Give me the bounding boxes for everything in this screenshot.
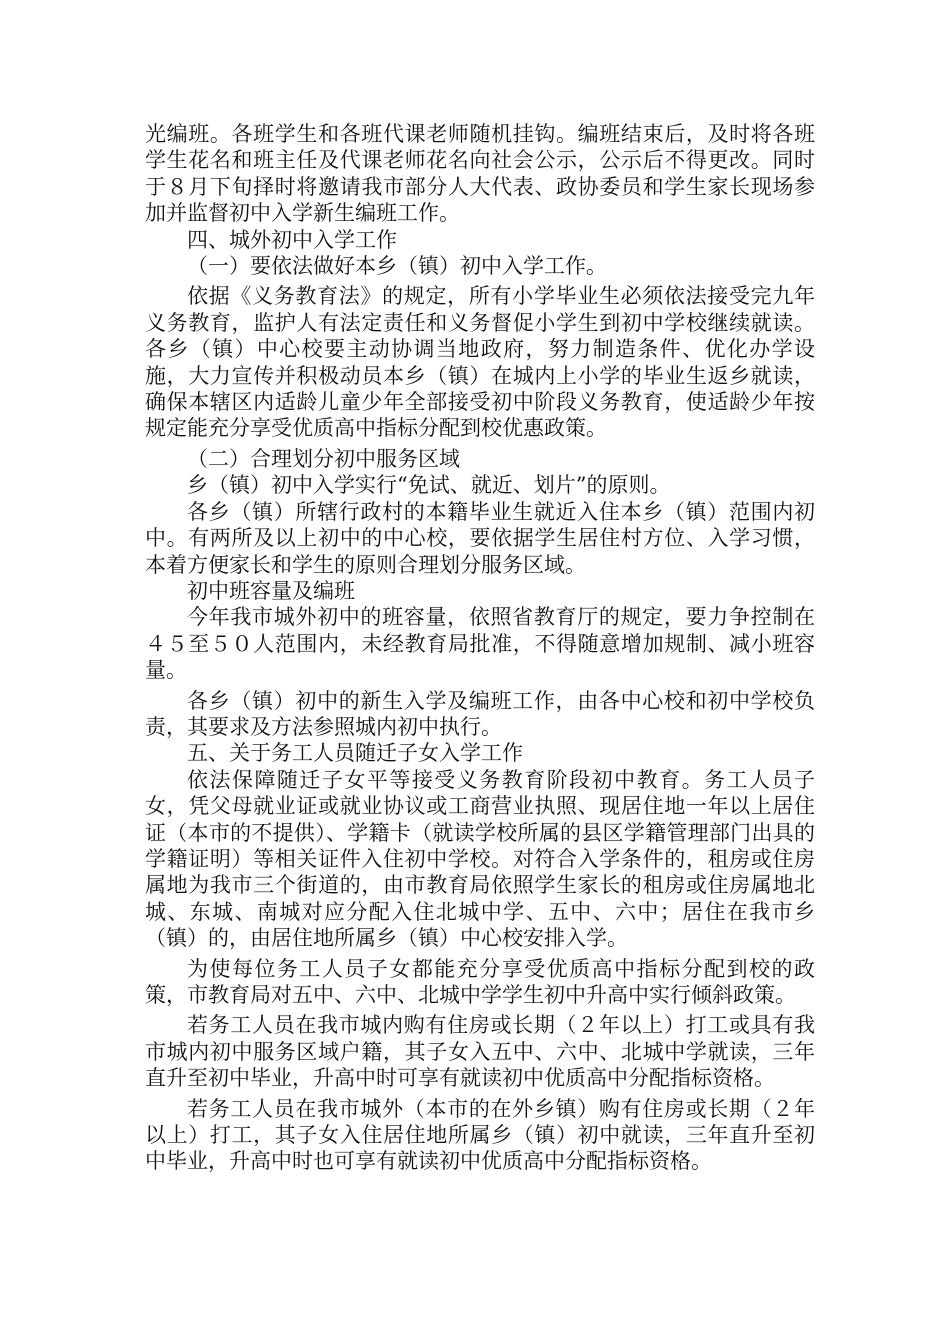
paragraph-village-graduates: 各乡（镇）所辖行政村的本籍毕业生就近入住本乡（镇）范围内初中。有两所及以上初中的中心校，要依据学生居住村方位、入学习惯，本着方便家长和学生的原则合理划分服务区域。 [145,499,815,577]
paragraph-enrollment-responsibility: 各乡（镇）初中的新生入学及编班工作，由各中心校和初中学校负责，其要求及方法参照城内初中执行。 [145,688,815,739]
subheading-class-capacity: 初中班容量及编班 [187,578,355,603]
document-body [145,121,815,1175]
paragraph-urban-housing-condition: 若务工人员在我市城内购有住房或长期（２年以上）打工或具有我市城内初中服务区域户籍，其子女入五中、六中、北城中学就读，三年直升至初中毕业，升高中时可享有就读初中优质高中分配指标资格。 [145,1013,815,1091]
paragraph-class-assignment-continued: 光编班。各班学生和各班代课老师随机挂钩。编班结束后，及时将各班学生花名和班主任及代课老师花名向社会公示，公示后不得更改。同时于８月下旬择时将邀请我市部分人大代表、政协委员和学生家长现场参加并监督初中入学新生编班工作。 [145,122,815,226]
paragraph-admission-principle: 乡（镇）初中入学实行“免试、就近、划片”的原则。 [187,473,671,498]
paragraph-compulsory-education-law: 依据《义务教育法》的规定，所有小学毕业生必须依法接受完九年义务教育，监护人有法定责任和义务督促小学生到初中学校继续就读。各乡（镇）中心校要主动协调当地政府，努力制造条件、优化办学设施，大力宣传并积极动员本乡（镇）在城内上小学的毕业生返乡就读，确保本辖区内适龄儿童少年全部接受初中阶段义务教育，使适龄少年按规定能充分享受优质高中指标分配到校优惠政策。 [145,284,815,441]
subheading-lawful-admission: （一）要依法做好本乡（镇）初中入学工作。 [187,254,607,279]
section-heading-migrant-children: 五、关于务工人员随迁子女入学工作 [187,741,523,766]
paragraph-class-size: 今年我市城外初中的班容量，依照省教育厅的规定，要力争控制在４５至５０人范围内，未经教育局批准，不得随意增加规制、减小班容量。 [145,605,815,683]
paragraph-rural-housing-condition: 若务工人员在我市城外（本市的在外乡镇）购有住房或长期（２年以上）打工，其子女入住居住地所属乡（镇）初中就读，三年直升至初中毕业，升高中时也可享有就读初中优质高中分配指标资格。 [145,1096,815,1174]
section-heading-rural-junior-high-admission: 四、城外初中入学工作 [187,227,397,252]
paragraph-preferential-policy: 为使每位务工人员子女都能充分享受优质高中指标分配到校的政策，市教育局对五中、六中、北城中学学生初中升高中实行倾斜政策。 [145,956,815,1007]
subheading-service-area-division: （二）合理划分初中服务区域 [187,446,460,471]
paragraph-migrant-children-rights: 依法保障随迁子女平等接受义务教育阶段初中教育。务工人员子女，凭父母就业证或就业协议或工商营业执照、现居住地一年以上居住证（本市的不提供）、学籍卡（就读学校所属的县区学籍管理部门出具的学籍证明）等相关证件入住初中学校。对符合入学条件的，租房或住房属地为我市三个街道的，由市教育局依照学生家长的租房或住房属地北城、东城、南城对应分配入住北城中学、五中、六中；居住在我市乡（镇）的，由居住地所属乡（镇）中心校安排入学。 [145,767,815,951]
